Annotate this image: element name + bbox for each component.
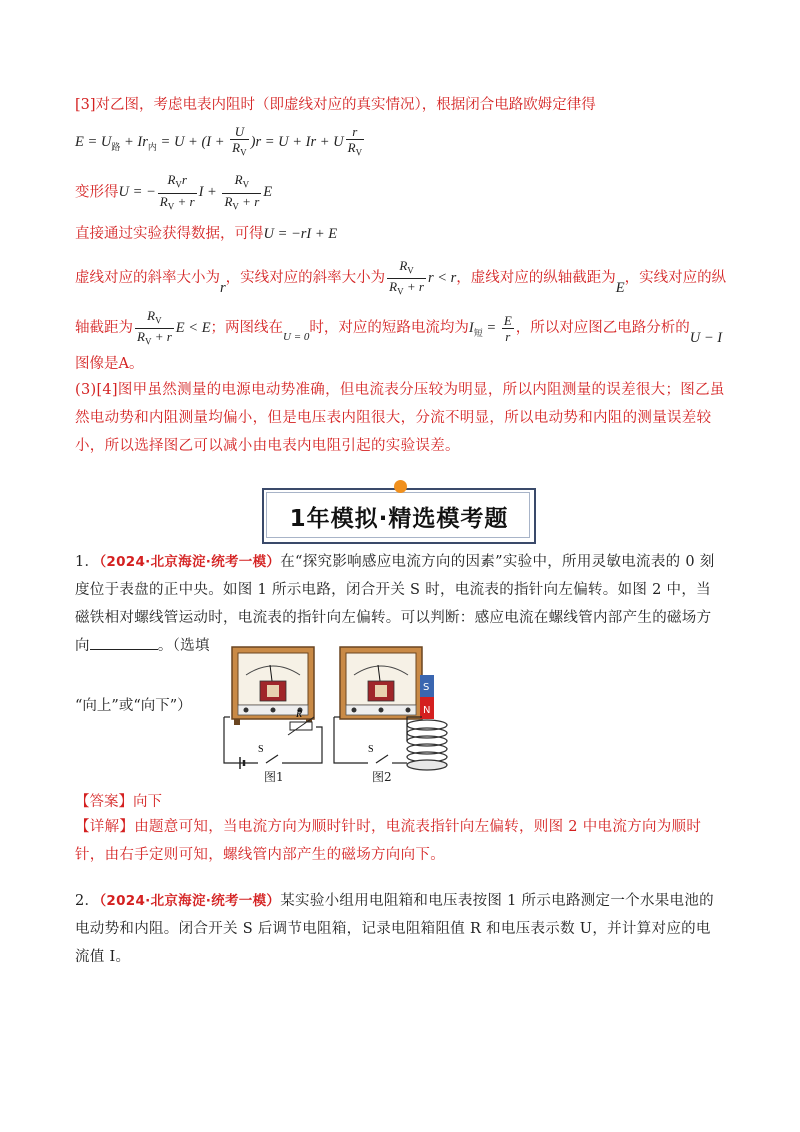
banner-title: 1年模拟·精选模考题: [289, 506, 509, 532]
detail-paragraph: 【详解】由题意可知，当电流方向为顺时针时，电流表指针向左偏转，则图 2 中电流方向为顺时针，由右手定则可知，螺线管内部产生的磁场方向向下。: [75, 819, 702, 863]
figure-1-caption: 图1: [264, 770, 284, 784]
magnet-s-label: S: [423, 682, 430, 693]
figure-2-circuit: [332, 645, 452, 775]
question-2: 2．（2024·北京海淀·统考一模）某实验小组用电阻箱和电压表按图 1 所示电路测定一个水果电池的电动势和内阻。闭合开关 S 后调节电阻箱，记录电阻箱阻值 R 和电压表示数 U，并计算对应的电流值 I。: [75, 893, 714, 965]
magnet-n-label: N: [423, 705, 431, 716]
equation-1: $E = U_路 + Ir_内 = U + (I$ + $\frac{U}{R_V}$ )r = U + Ir + U $\frac{r}{R_V}$: [75, 124, 363, 158]
switch-label-1: S: [258, 744, 264, 755]
axis-intercept-line: 轴截距为 $\frac{R_V}{R_V + r}$ E < E；两图线在$_{U = 0}$时，对应的短路电流均为$I_短$ = $\frac{E}{r}$ ，所以对应图乙电路分析的U − I: [75, 307, 723, 347]
conclusion: 图像是A。: [75, 356, 144, 372]
question-1-options: “向上”或“向下”）: [75, 698, 192, 714]
slope-line: 虚线对应的斜率大小为r，实线对应的斜率大小为 $\frac{R_V}{R_V + r}$ r < r，虚线对应的纵轴截距为E，实线对应的纵: [75, 257, 727, 297]
answer-line: 【答案】向下: [75, 794, 162, 810]
question-1: 1．（2024·北京海淀·统考一模）在“探究影响感应电流方向的因素”实验中，所用灵敏电流表的 0 刻度位于表盘的正中央。如图 1 所示电路，闭合开关 S 时，电流表的指针向左偏转。如图 2 中，当磁铁相对螺线管运动时，电流表的指针向左偏转。可以判断：感应电流在螺线管内部产生的磁场方向 。（选填: [75, 554, 715, 654]
part4-paragraph: (3)[4]图甲虽然测量的电源电动势准确，但电流表分压较为明显，所以内阻测量的误差很大；图乙虽然电动势和内阻测量均偏小，但是电压表内阻很大，分流不明显，所以电动势和内阻的测量误差较小，所以选择图乙可以减小由电表内电阻引起的实验误差。: [75, 382, 725, 454]
solenoid-icon: [407, 720, 447, 770]
equation-2: 变形得U = − $\frac{R_Vr}{R_V + r}$ I + $\frac{R_V}{R_V + r}$ E: [75, 172, 273, 212]
figure-2-caption: 图2: [372, 770, 392, 784]
switch-label-2: S: [368, 744, 374, 755]
galvanometer-2-icon: [340, 647, 422, 719]
banner-dot-icon: [394, 480, 407, 493]
section-banner: [262, 488, 536, 544]
question-2-source: （2024·北京海淀·统考一模）: [99, 893, 281, 909]
answer-blank: [90, 635, 158, 650]
question-1-source: （2024·北京海淀·统考一模）: [99, 554, 281, 570]
direct-equation: 直接通过实验获得数据，可得U = −rI + E: [75, 226, 338, 242]
resistor-label: R: [296, 709, 303, 720]
figure-1-circuit: [218, 645, 328, 775]
part3-intro: [3]对乙图，考虑电表内阻时（即虚线对应的真实情况），根据闭合电路欧姆定律得: [75, 97, 596, 113]
bar-magnet-icon: [420, 675, 434, 719]
